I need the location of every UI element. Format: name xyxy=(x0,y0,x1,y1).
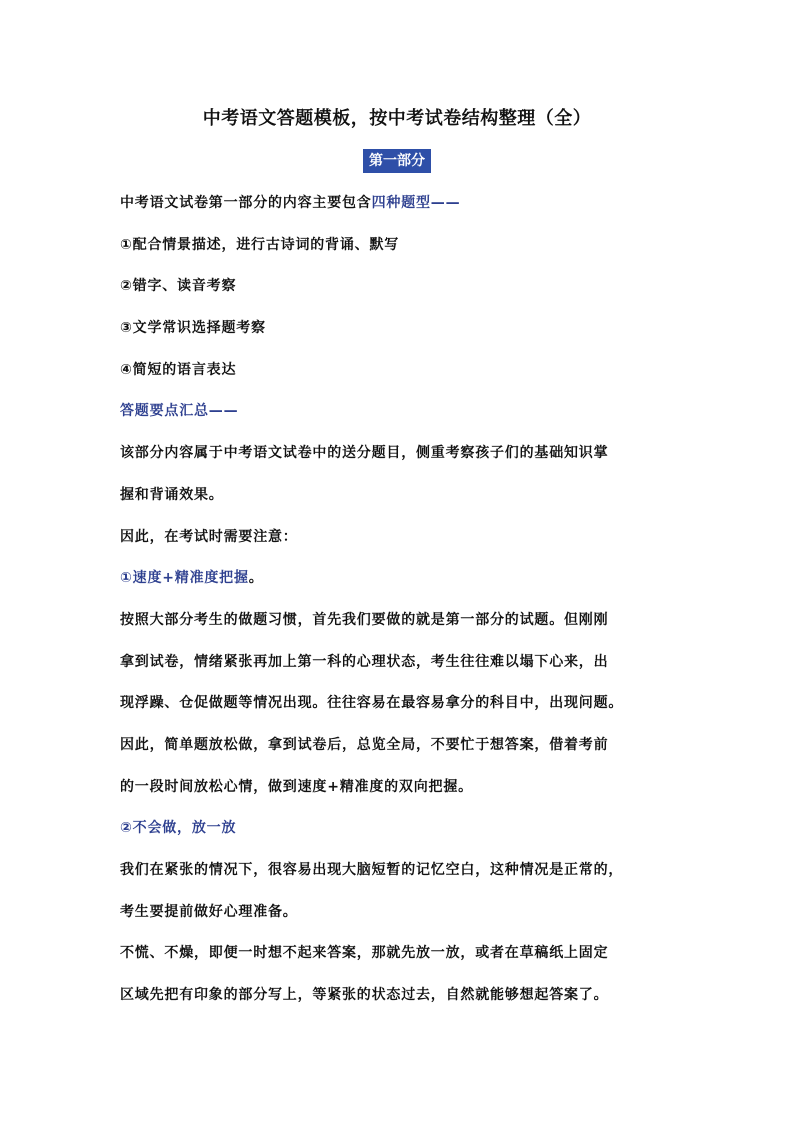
tip-1-line-5: 的一段时间放松心情，做到速度+精准度的双向把握。 xyxy=(120,779,473,795)
question-type-3: ③文学常识选择题考察 xyxy=(120,320,266,336)
tip-1-heading-end: 。 xyxy=(248,570,264,586)
intro-highlight: 四种题型—— xyxy=(371,195,461,211)
question-type-1: ①配合情景描述，进行古诗词的背诵、默写 xyxy=(120,237,400,253)
intro-prefix: 中考语文试卷第一部分的内容主要包含 xyxy=(120,195,372,211)
question-type-4: ④简短的语言表达 xyxy=(120,362,237,378)
tip-2-line-1: 我们在紧张的情况下，很容易出现大脑短暂的记忆空白，这种情况是正常的， xyxy=(120,862,624,878)
tip-2-heading: ②不会做，放一放 xyxy=(120,820,237,836)
section-tag: 第一部分 xyxy=(363,149,431,173)
tip-2-line-2: 考生要提前做好心理准备。 xyxy=(120,904,298,920)
tip-2-line-3: 不慌、不燥，即便一时想不起来答案，那就先放一放，或者在草稿纸上固定 xyxy=(120,945,609,961)
document-title: 中考语文答题模板，按中考试卷结构整理（全） xyxy=(202,108,592,129)
paragraph-1-line-2: 握和背诵效果。 xyxy=(120,487,224,503)
paragraph-1-line-1: 该部分内容属于中考语文试卷中的送分题目，侧重考察孩子们的基础知识掌 xyxy=(120,445,609,461)
attention-line: 因此，在考试时需要注意： xyxy=(120,529,298,545)
tip-1-heading-line xyxy=(120,567,264,587)
tip-1-line-2: 拿到试卷，情绪紧张再加上第一科的心理状态，考生往往难以塌下心来，出 xyxy=(120,654,609,670)
tip-2-line-4: 区域先把有印象的部分写上，等紧张的状态过去，自然就能够想起答案了。 xyxy=(120,987,609,1003)
tip-1-line-3: 现浮躁、仓促做题等情况出现。往往容易在最容易拿分的科目中，出现问题。 xyxy=(120,695,624,711)
question-type-2: ②错字、读音考察 xyxy=(120,278,237,294)
tip-1-heading: ①速度+精准度把握 xyxy=(120,570,249,586)
tip-1-line-4: 因此，简单题放松做，拿到试卷后，总览全局，不要忙于想答案，借着考前 xyxy=(120,737,609,753)
key-points-heading: 答题要点汇总—— xyxy=(120,403,239,419)
tip-1-line-1: 按照大部分考生的做题习惯，首先我们要做的就是第一部分的试题。但刚刚 xyxy=(120,612,609,628)
intro-line xyxy=(120,192,460,212)
